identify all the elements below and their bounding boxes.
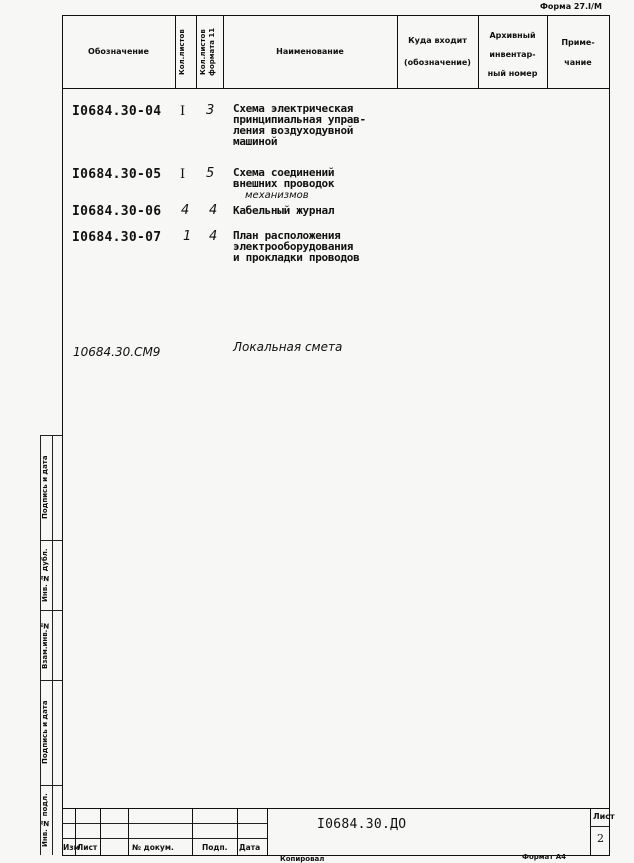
doc-code: I0684.30.ДО bbox=[317, 817, 407, 832]
row-code: 10684.30.СМ9 bbox=[73, 345, 161, 359]
side-label: Инв. № дубл. bbox=[41, 548, 49, 602]
stamp-col-sign: Подп. bbox=[202, 843, 228, 852]
col-sheets-a11: Кол.листов формата 11 bbox=[199, 27, 216, 77]
side-label: Инв. № подл. bbox=[41, 793, 49, 847]
row-sheets: 4 bbox=[181, 203, 190, 218]
row-name: Кабельный журнал bbox=[233, 204, 335, 217]
row-code: I0684.30-04 bbox=[72, 104, 162, 119]
row-sheets: I bbox=[180, 167, 186, 182]
row-sheets-a11: 5 bbox=[206, 166, 215, 181]
row-sheets-a11: 4 bbox=[209, 203, 218, 218]
row-sheets-a11: 4 bbox=[209, 229, 218, 244]
row-code: I0684.30-05 bbox=[72, 167, 162, 182]
row-code: I0684.30-07 bbox=[72, 230, 162, 245]
frame-left bbox=[62, 15, 63, 855]
side-label: Подпись и дата bbox=[41, 455, 49, 520]
header-bottom-line bbox=[62, 88, 610, 89]
col-archive: Архивный инвентар- ный номер bbox=[487, 31, 538, 78]
sheet-number: 2 bbox=[597, 832, 604, 845]
row-name: Схема соединений внешних проводок bbox=[233, 166, 335, 190]
row-name: План расположения электрооборудования и прокладки проводов bbox=[233, 229, 360, 264]
stamp-col-date: Дата bbox=[239, 843, 261, 852]
footer-copied: Копировал bbox=[280, 855, 325, 863]
stamp-col-izm: Изм bbox=[63, 843, 80, 852]
row-code: I0684.30-06 bbox=[72, 204, 162, 219]
row-sheets: 1 bbox=[183, 229, 192, 244]
stamp-col-doc: № докум. bbox=[132, 843, 174, 852]
row-name: Локальная смета bbox=[233, 340, 343, 354]
stamp-top bbox=[62, 808, 610, 809]
row-name-handwritten: механизмов bbox=[245, 190, 309, 201]
side-label: Подпись и дата bbox=[41, 700, 49, 765]
sheet-label: Лист bbox=[593, 812, 615, 821]
form-label: Форма 27.I/M bbox=[540, 2, 602, 11]
frame-top bbox=[62, 15, 610, 16]
frame-right bbox=[609, 15, 610, 855]
row-sheets-a11: 3 bbox=[206, 103, 215, 118]
row-sheets: I bbox=[180, 104, 186, 119]
stamp-col-list: Лист bbox=[77, 843, 98, 852]
col-name: Наименование bbox=[276, 47, 344, 56]
col-destination: Куда входит (обозначение) bbox=[404, 36, 471, 67]
footer-format: Формат А4 bbox=[522, 853, 566, 861]
row-name: Схема электрическая принципиальная управ- ления воздуходувной машиной bbox=[233, 102, 366, 148]
col-sheets: Кол.листов bbox=[178, 29, 186, 75]
side-label: Взам.инв.№ bbox=[41, 621, 49, 669]
col-note: Приме- чание bbox=[561, 38, 595, 67]
col-designation: Обозначение bbox=[88, 47, 149, 56]
